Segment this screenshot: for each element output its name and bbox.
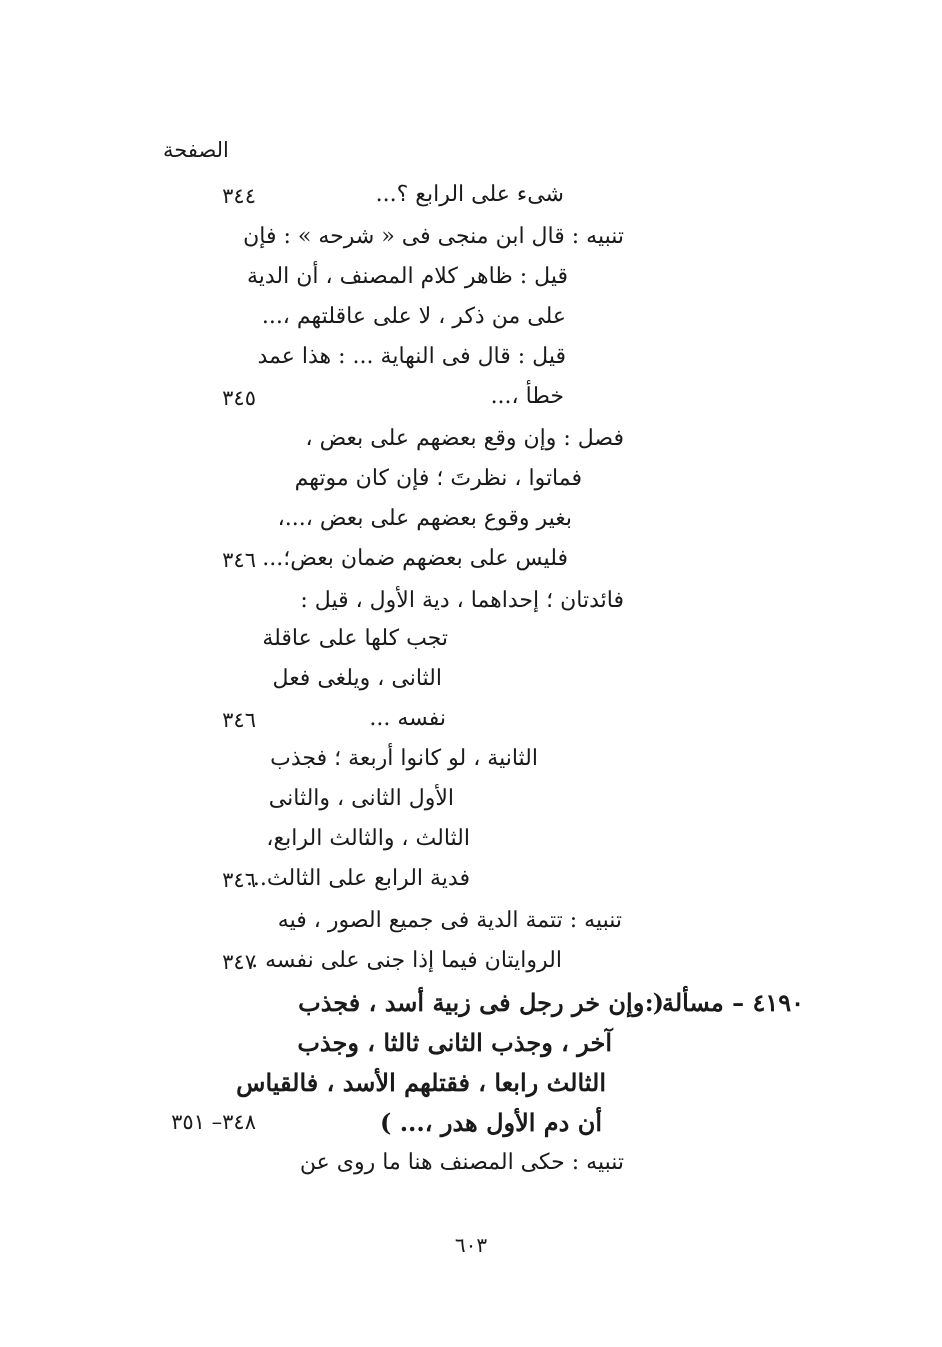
index-line: فصل : وإن وقع بعضهم على بعض ، (305, 426, 624, 451)
page-reference: ٣٤٤ (222, 184, 256, 208)
page-reference: ٣٤٨– ٣٥١ (171, 1110, 256, 1134)
page-column-header: الصفحة (163, 138, 229, 162)
index-line: بغير وقوع بعضهم على بعض ،...، (277, 506, 572, 531)
index-line: الأول الثانى ، والثانى (268, 786, 454, 811)
index-line: شىء على الرابع ؟... (375, 182, 564, 207)
index-line: على من ذكر ، لا على عاقلتهم ،... (261, 304, 566, 329)
page-number: ٦٠٣ (454, 1233, 488, 1257)
index-line: نفسه ... (369, 706, 446, 731)
page-reference: ٣٤٦ (222, 868, 256, 892)
index-line: فدية الرابع على الثالث... (245, 866, 470, 891)
index-line: الثانية ، لو كانوا أربعة ؛ فجذب (270, 746, 538, 771)
page-reference: ٣٤٧ (222, 950, 256, 974)
index-line: الثالث ، والثالث الرابع، (266, 826, 470, 851)
index-line: آخر ، وجذب الثانى ثالثا ، وجذب (297, 1028, 612, 1057)
index-line: خطأ ،... (490, 384, 564, 409)
index-line: قيل : قال فى النهاية ... : هذا عمد (257, 344, 566, 369)
index-line: فليس على بعضهم ضمان بعض؛... (262, 546, 568, 571)
index-line: قيل : ظاهر كلام المصنف ، أن الدية (246, 264, 568, 289)
index-line: الروايتان فيما إذا جنى على نفسه . (251, 948, 562, 973)
index-line: الثالث رابعا ، فقتلهم الأسد ، فالقياس (236, 1068, 606, 1097)
index-line: تجب كلها على عاقلة (262, 626, 448, 651)
index-line: فائدتان ؛ إحداهما ، دية الأول ، قيل : (300, 588, 624, 613)
page-reference: ٣٤٦ (222, 548, 256, 572)
index-line: أن دم الأول هدر ،... ) (379, 1108, 602, 1137)
index-line: تنبيه : حكى المصنف هنا ما روى عن (299, 1150, 624, 1175)
page-reference: ٣٤٥ (222, 386, 256, 410)
index-line: تنبيه : تتمة الدية فى جميع الصور ، فيه (277, 908, 622, 933)
index-line: ( وإن خر رجل فى زبية أسد ، فجذب (298, 988, 664, 1017)
index-line: الثانى ، ويلغى فعل (272, 666, 442, 691)
index-line: فماتوا ، نظرتَ ؛ فإن كان موتهم (294, 466, 582, 491)
issue-number: ٤١٩٠ – مسألة : (644, 988, 804, 1017)
index-line: تنبيه : قال ابن منجى فى « شرحه » : فإن (243, 224, 624, 249)
page-reference: ٣٤٦ (222, 708, 256, 732)
